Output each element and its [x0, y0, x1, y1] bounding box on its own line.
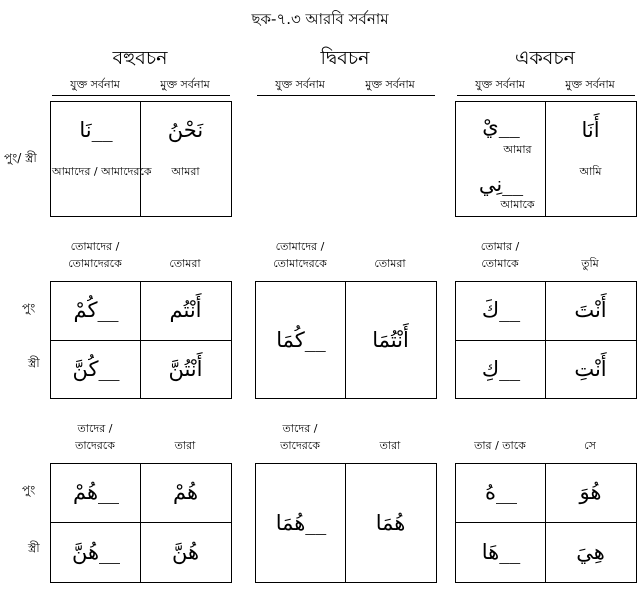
arabic-attached-2pmp: __كُمْ — [73, 298, 119, 322]
arabic-attached-we: __نَا — [79, 118, 113, 142]
arabic-attached-3pd: __هُمَا — [275, 511, 327, 535]
arabic-detached-2pms: أَنْتَ — [574, 298, 607, 322]
divider — [455, 522, 637, 523]
subheader-detached-dual: মুক্ত সর্বনাম — [365, 78, 415, 91]
arabic-attached-me: __نِي — [478, 172, 524, 196]
label-line: তোমাদের / — [70, 240, 120, 253]
arabic-detached-2pd: أَنْتُمَا — [372, 328, 409, 352]
subheader-attached-singular: যুক্ত সর্বনাম — [475, 78, 525, 91]
label-attached-3p-singular: তার / তাকে — [474, 439, 526, 452]
label-line: তোমাদের / — [275, 240, 325, 253]
meaning-me: আমাকে — [500, 198, 535, 211]
row-label-fem: স্ত্রী — [28, 541, 40, 555]
subheader-detached-plural: মুক্ত সর্বনাম — [160, 78, 210, 91]
arabic-attached-2pms: __كَ — [481, 298, 521, 322]
divider — [457, 95, 635, 96]
arabic-attached-my: __يْ — [482, 114, 520, 138]
arabic-attached-3pfs: __هَا — [481, 540, 521, 564]
row-label-masc: পুং — [22, 483, 36, 497]
arabic-detached-2pmp: أَنْتُم — [169, 298, 202, 322]
arabic-detached-3pfp: هُنَّ — [171, 540, 200, 564]
label-line: তোমার / — [480, 240, 520, 253]
arabic-attached-3pms: __هُ — [484, 480, 517, 504]
divider — [52, 95, 230, 96]
label-line: তাদেরকে — [280, 439, 320, 452]
arabic-detached-we: نَحْنُ — [167, 118, 204, 142]
arabic-attached-3pfp: __هُنَّ — [71, 540, 121, 564]
subheader-attached-dual: যুক্ত সর্বনাম — [275, 78, 325, 91]
subheader-detached-singular: মুক্ত সর্বনাম — [565, 78, 615, 91]
meaning-we: আমরা — [171, 165, 200, 178]
arabic-detached-3pmp: هُمْ — [172, 480, 199, 504]
label-detached-3p-singular: সে — [584, 439, 596, 452]
subheader-attached-plural: যুক্ত সর্বনাম — [70, 78, 120, 91]
row-label-masc: পুং — [22, 301, 36, 315]
label-detached-3p-plural: তারা — [174, 439, 196, 452]
arabic-attached-2pfp: __كُنَّ — [72, 357, 120, 381]
arabic-detached-3pd: هُمَا — [375, 511, 406, 535]
row-label-masc-fem: পুং/ স্ত্রী — [4, 151, 37, 165]
column-header-singular: একবচন — [515, 47, 575, 69]
arabic-detached-3pms: هُوَ — [579, 480, 602, 504]
divider — [257, 95, 435, 96]
label-detached-2p-singular: তুমি — [581, 257, 599, 270]
arabic-detached-2pfs: أَنْتِ — [574, 357, 607, 381]
arabic-attached-2pfs: __كِ — [481, 357, 521, 381]
label-attached-2p-plural — [50, 238, 140, 272]
arabic-detached-3pfs: هِيَ — [576, 540, 605, 564]
column-header-plural: বহুবচন — [112, 47, 168, 69]
row-label-fem: স্ত্রী — [28, 356, 40, 370]
divider — [50, 340, 232, 341]
divider — [455, 340, 637, 341]
label-attached-2p-dual — [255, 238, 345, 272]
meaning-my: আমার — [503, 143, 532, 156]
label-line: তোমাদেরকে — [68, 257, 122, 270]
label-detached-3p-dual: তারা — [379, 439, 401, 452]
label-detached-2p-dual: তোমরা — [374, 257, 406, 270]
label-attached-3p-plural — [50, 420, 140, 454]
arabic-detached-2pfp: أَنْتُنَّ — [168, 357, 203, 381]
meaning-i: আমি — [579, 165, 602, 178]
arabic-detached-i: أَنَا — [581, 118, 600, 142]
table-title: ছক-৭.৩ আরবি সর্বনাম — [251, 10, 389, 28]
meaning-our: আমাদের / আমাদেরকে — [52, 165, 152, 178]
arabic-attached-3pmp: __هُمْ — [72, 480, 120, 504]
label-line: তোমাকে — [481, 257, 519, 270]
arabic-attached-2pd: __كُمَا — [276, 328, 326, 352]
label-detached-2p-plural: তোমরা — [169, 257, 201, 270]
label-attached-2p-singular — [455, 238, 545, 272]
divider — [50, 522, 232, 523]
label-line: তোমাদেরকে — [273, 257, 327, 270]
label-line: তাদের / — [282, 422, 318, 435]
column-header-dual: দ্বিবচন — [320, 47, 370, 69]
label-line: তাদেরকে — [75, 439, 115, 452]
label-line: তাদের / — [77, 422, 113, 435]
label-attached-3p-dual — [255, 420, 345, 454]
